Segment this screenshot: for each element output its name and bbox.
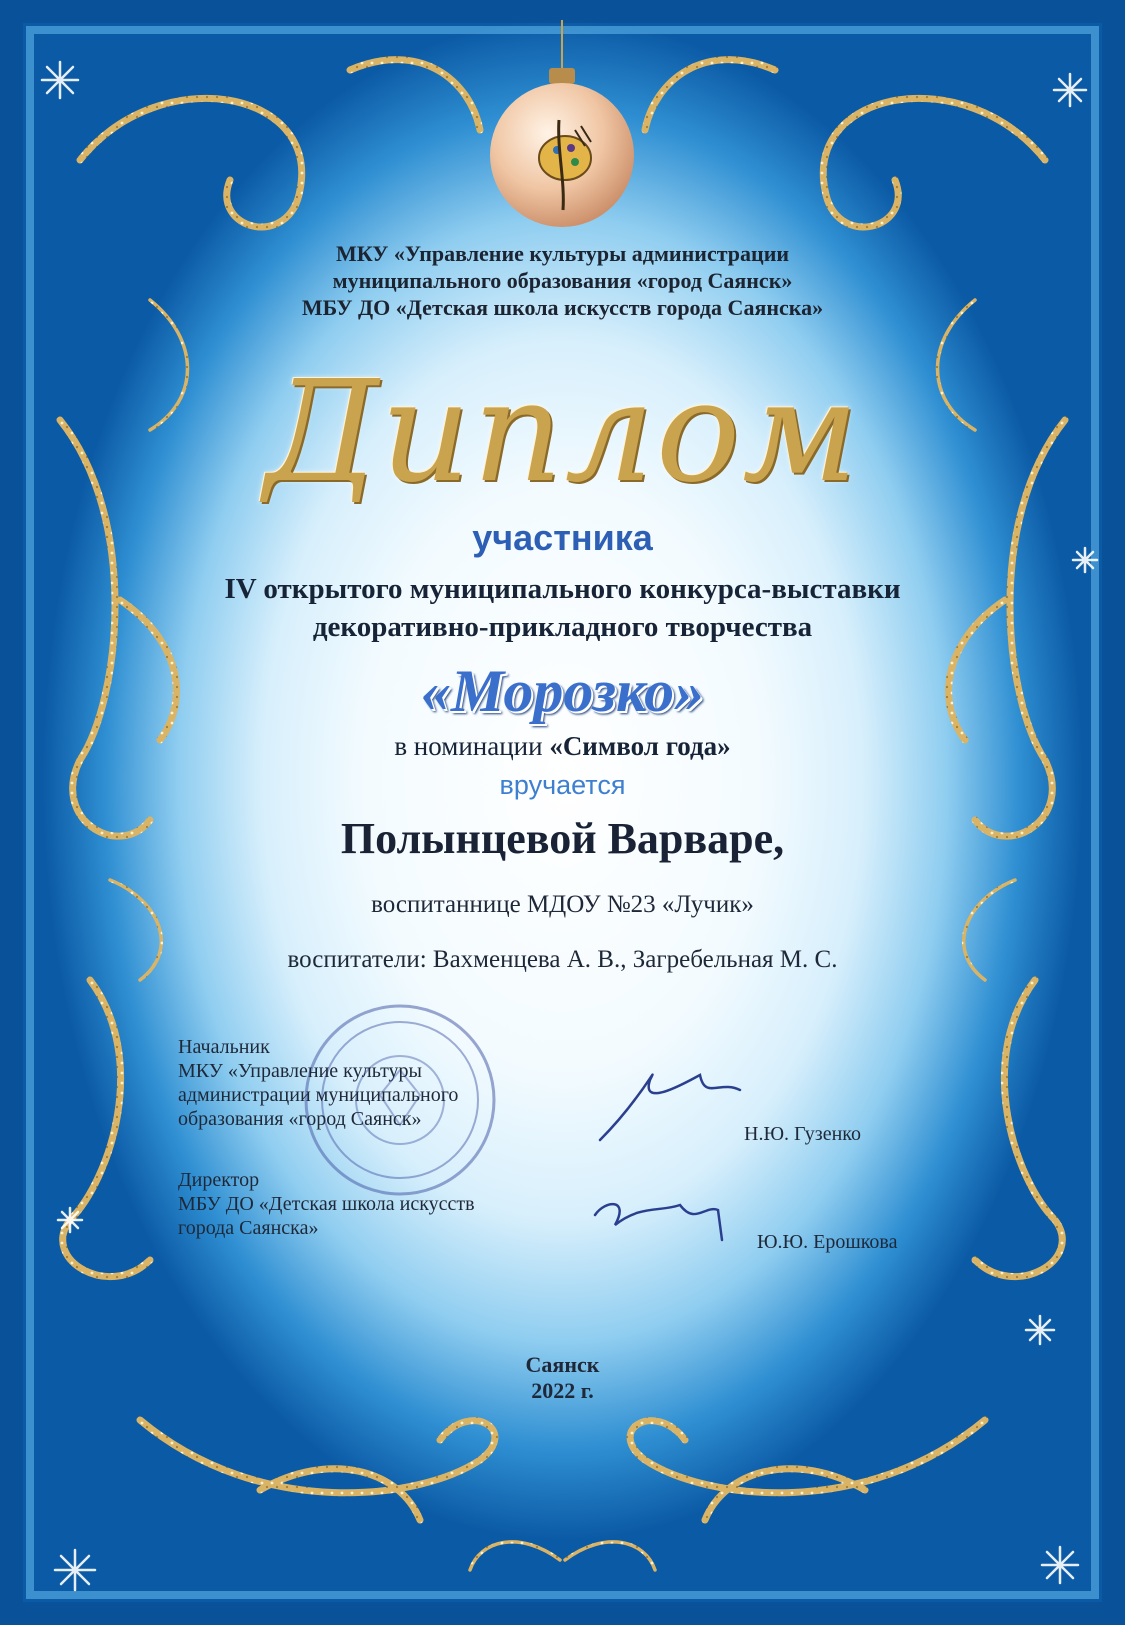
contest-line-2: декоративно-прикладного творчества (312, 611, 813, 643)
awarded-label: вручается (499, 770, 626, 800)
year: 2022 г. (531, 1378, 594, 1403)
signatory-2-name: Ю.Ю. Ерошкова (757, 1231, 898, 1253)
signature-1 (600, 1075, 740, 1140)
contest-line-1: IV открытого муниципального конкурса-выставки (224, 573, 901, 605)
teachers: воспитатели: Вахменцева А. В., Загребельная М. С. (287, 946, 838, 973)
position-line: МКУ «Управление культуры (178, 1060, 422, 1082)
signature-2 (595, 1204, 722, 1240)
organizer-line: муниципального образования «город Саянск» (332, 268, 793, 293)
recipient-description: воспитаннице МДОУ №23 «Лучик» (371, 891, 754, 918)
contest-name: «Морозко» (420, 658, 705, 724)
position-line: Начальник (178, 1036, 270, 1058)
position-line: Директор (178, 1169, 260, 1191)
nomination-name: «Символ года» (549, 731, 731, 761)
recipient-name: Полынцевой Варваре, (340, 814, 785, 863)
organizer-line: МКУ «Управление культуры администрации (335, 241, 790, 266)
place: Саянск (525, 1352, 600, 1377)
position-line: города Саянска» (178, 1217, 319, 1239)
organizer-line: МБУ ДО «Детская школа искусств города Саянска» (301, 295, 824, 320)
position-line: администрации муниципального (178, 1084, 459, 1106)
position-line: образования «город Саянск» (178, 1108, 422, 1130)
position-line: МБУ ДО «Детская школа искусств (178, 1193, 475, 1215)
recipient-kind: участника (472, 517, 653, 558)
nomination-prefix: в номинации (394, 731, 543, 761)
diploma-title: Диплом (264, 351, 861, 514)
signatory-1-name: Н.Ю. Гузенко (744, 1123, 861, 1145)
